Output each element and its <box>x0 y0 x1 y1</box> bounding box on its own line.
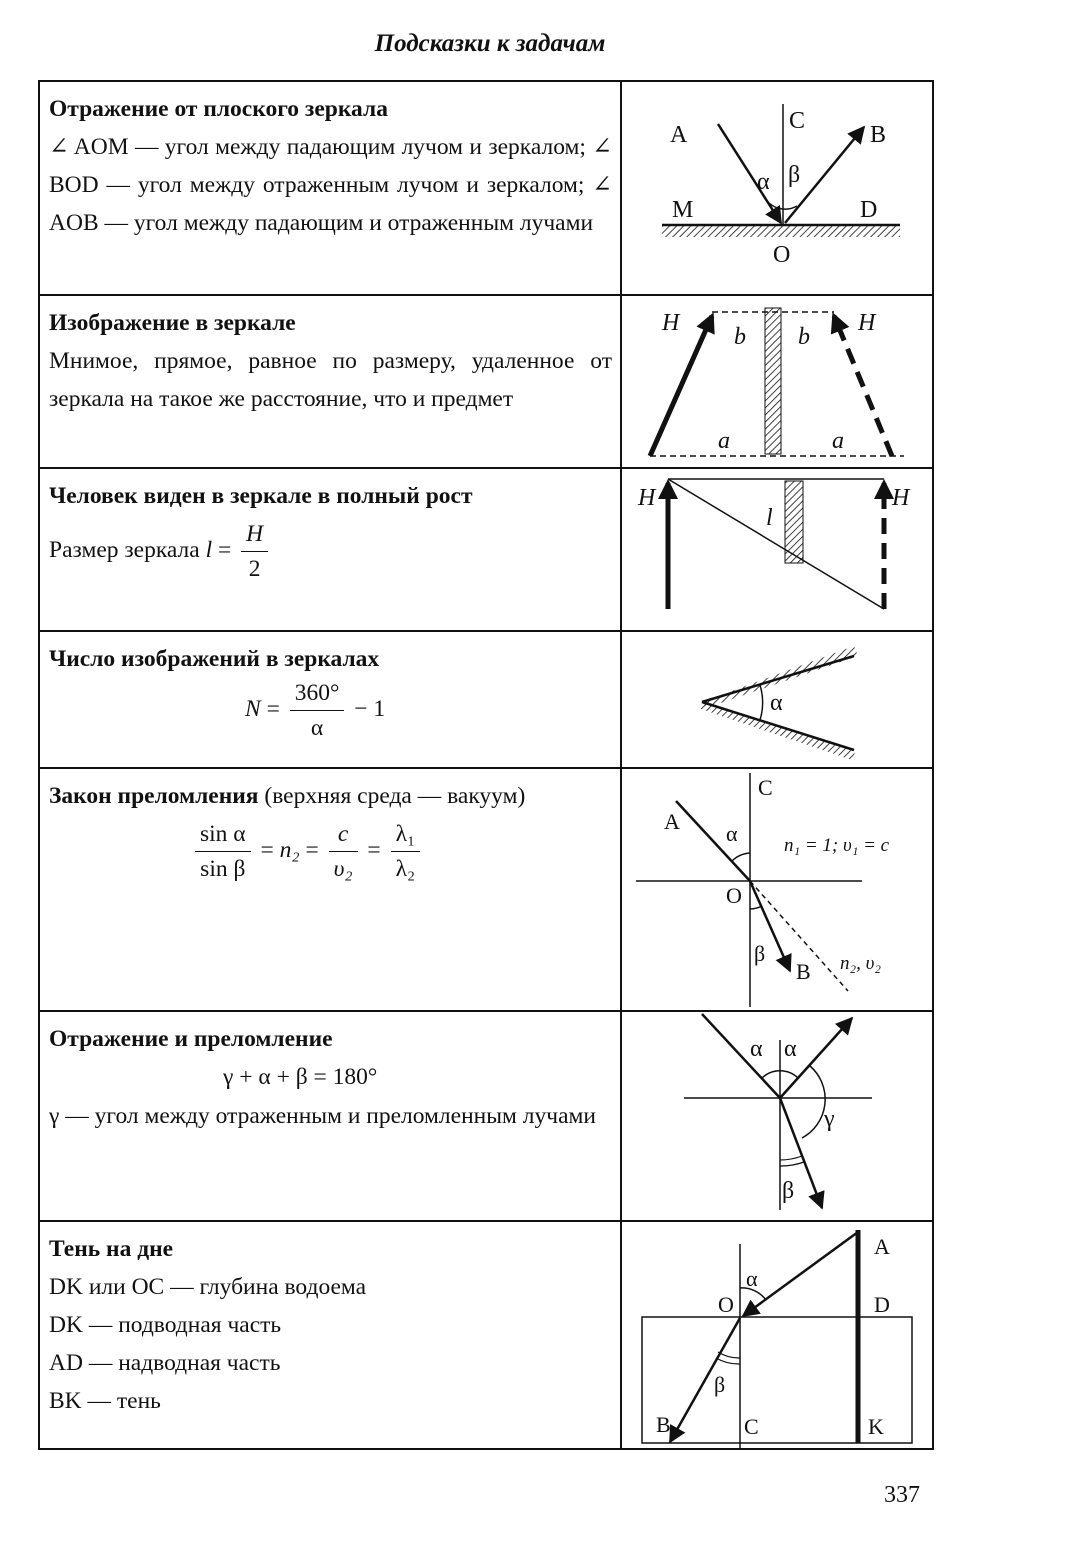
text-cell <box>40 82 620 294</box>
text-cell <box>40 1222 620 1448</box>
plane-mirror-diagram <box>622 82 934 294</box>
formula-eq: = <box>367 836 381 863</box>
formula-eq: = <box>266 695 280 722</box>
label-h-left: H <box>662 310 680 336</box>
label-a: A <box>664 809 680 834</box>
label-l: l <box>766 505 773 531</box>
label-beta: β <box>754 941 766 966</box>
row-text: γ — угол между отраженным и преломленным лучами <box>49 1103 596 1129</box>
row-refraction-law <box>40 767 932 1010</box>
angled-mirrors-diagram <box>622 632 934 769</box>
label-c: C <box>789 108 806 134</box>
row-title: Изображение в зеркале <box>49 310 296 336</box>
row-title: Тень на дне <box>49 1236 174 1262</box>
angle-arc-alpha <box>732 853 750 861</box>
label-medium1: n₁ = 1; υ₁ = c <box>784 835 890 856</box>
figure-reflection-refraction <box>620 1012 932 1220</box>
label-beta: β <box>782 1178 795 1204</box>
page-number: 337 <box>884 1482 920 1508</box>
incident-ray <box>676 801 750 881</box>
fraction <box>290 676 345 745</box>
images-count-formula <box>49 676 612 745</box>
fraction-wavelength <box>391 817 421 886</box>
figure-refraction <box>620 769 932 1010</box>
formula-n2: n₂ <box>279 836 300 863</box>
incident-ray <box>702 1014 780 1098</box>
refraction-diagram <box>622 769 934 1012</box>
label-o: O <box>718 1292 734 1317</box>
label-b: B <box>656 1412 671 1437</box>
refraction-formula <box>49 817 612 886</box>
fraction-numerator: 360° <box>290 676 345 711</box>
row-title: Человек виден в зеркале в полный рост <box>49 483 473 509</box>
row-shadow-on-bottom <box>40 1220 932 1448</box>
row-number-of-images <box>40 630 932 767</box>
label-alpha: α <box>757 169 770 195</box>
label-b: B <box>796 959 811 984</box>
mirror-image-diagram <box>622 296 934 469</box>
hints-table <box>38 80 934 1450</box>
line-1: DK или OC — глубина водоема <box>49 1274 367 1300</box>
row-text: Мнимое, прямое, равное по размеру, удаленное от зеркала на такое же расстояние, что и предмет <box>49 348 612 412</box>
formula-tail: − 1 <box>354 695 386 722</box>
text-cell <box>40 296 620 467</box>
fraction-denominator: υ₂ <box>333 856 353 882</box>
label-beta: β <box>714 1372 726 1397</box>
row-title: Закон преломления <box>49 783 259 809</box>
fraction-denominator: sin β <box>200 856 246 882</box>
line-2: DK — подводная часть <box>49 1312 282 1338</box>
fraction-numerator: c <box>329 817 358 852</box>
mirror-size-formula <box>49 517 612 586</box>
text-cell <box>40 1012 620 1220</box>
sight-line <box>668 479 884 609</box>
angle-arc <box>760 685 763 720</box>
row-full-height-mirror <box>40 467 932 630</box>
row-heading <box>49 777 612 815</box>
label-d: D <box>874 1292 890 1317</box>
label-d: D <box>860 197 878 223</box>
row-reflection-refraction <box>40 1010 932 1220</box>
fraction-numerator: sin α <box>195 817 251 852</box>
object-arrow <box>650 316 712 456</box>
formula-eq: = <box>305 836 319 863</box>
label-k: K <box>868 1414 884 1439</box>
formula-prefix: Размер зеркала <box>49 536 200 563</box>
label-m: M <box>672 197 694 223</box>
figure-angled-mirrors <box>620 632 932 767</box>
incident-ray <box>718 124 781 223</box>
label-alpha-right: α <box>784 1036 797 1062</box>
angle-arc-beta <box>780 1156 804 1166</box>
refracted-ray <box>670 1318 740 1442</box>
label-a-left: a <box>718 428 730 454</box>
label-gamma: γ <box>824 1106 835 1132</box>
row-title: Отражение и преломление <box>49 1026 333 1052</box>
formula-eq: = <box>217 536 232 563</box>
label-alpha: α <box>770 690 783 716</box>
figure-plane-mirror <box>620 82 932 294</box>
shadow-diagram <box>622 1222 934 1450</box>
row-mirror-image <box>40 294 932 467</box>
label-c: C <box>758 775 773 800</box>
row-title-suffix: (верхняя среда — вакуум) <box>264 783 526 809</box>
figure-full-height <box>620 469 932 630</box>
label-medium2: n₂, υ₂ <box>840 953 881 974</box>
mirror <box>765 308 781 454</box>
label-b-right: b <box>798 324 810 350</box>
label-c: C <box>744 1414 759 1439</box>
label-o: O <box>726 883 742 908</box>
line-3: AD — надводная часть <box>49 1350 281 1376</box>
label-h-right: H <box>892 485 910 511</box>
row-plane-mirror-reflection <box>40 82 932 294</box>
page-title: Подсказки к задачам <box>374 30 606 57</box>
fraction-sin <box>195 817 251 886</box>
line-4: BK — тень <box>49 1388 161 1414</box>
formula-var: N <box>245 695 261 722</box>
fraction <box>241 517 268 586</box>
fraction-speed <box>329 817 358 886</box>
angles-formula: γ + α + β = 180° <box>223 1064 378 1090</box>
label-h-right: H <box>858 310 876 336</box>
angle-arc-gamma <box>802 1066 825 1138</box>
angle-arc-beta <box>750 906 762 909</box>
row-title: Число изображений в зеркалах <box>49 646 380 672</box>
label-a-right: a <box>832 428 844 454</box>
mirror-hatching <box>662 225 900 237</box>
incident-ray <box>743 1232 858 1316</box>
fraction-denominator: λ₂ <box>395 856 416 882</box>
full-height-diagram <box>622 469 934 632</box>
reflection-refraction-diagram <box>622 1012 934 1222</box>
text-cell <box>40 769 620 1010</box>
label-alpha: α <box>726 821 738 846</box>
row-text: ∠ AOM — угол между падающим лучом и зеркалом; ∠ BOD — угол между отраженным лучом и зеркалом; ∠ AOB — угол между падающим и отраженным лучами <box>49 134 612 236</box>
fraction-denominator: 2 <box>248 556 261 582</box>
label-a: A <box>874 1234 890 1259</box>
label-o: O <box>773 242 791 268</box>
figure-mirror-image <box>620 296 932 467</box>
row-title: Отражение от плоского зеркала <box>49 96 388 122</box>
text-cell <box>40 632 620 767</box>
label-b-left: b <box>734 324 746 350</box>
fraction-denominator: α <box>310 715 324 741</box>
text-cell <box>40 469 620 630</box>
label-alpha: α <box>746 1266 758 1291</box>
fraction-numerator: H <box>241 517 268 552</box>
fraction-numerator: λ₁ <box>391 817 421 852</box>
label-beta: β <box>788 162 801 188</box>
formula-var: l <box>205 536 213 563</box>
figure-shadow <box>620 1222 932 1448</box>
label-b: B <box>870 122 887 148</box>
label-h-left: H <box>638 485 656 511</box>
formula-eq: = <box>260 836 274 863</box>
label-alpha-left: α <box>750 1036 763 1062</box>
label-a: A <box>670 122 688 148</box>
